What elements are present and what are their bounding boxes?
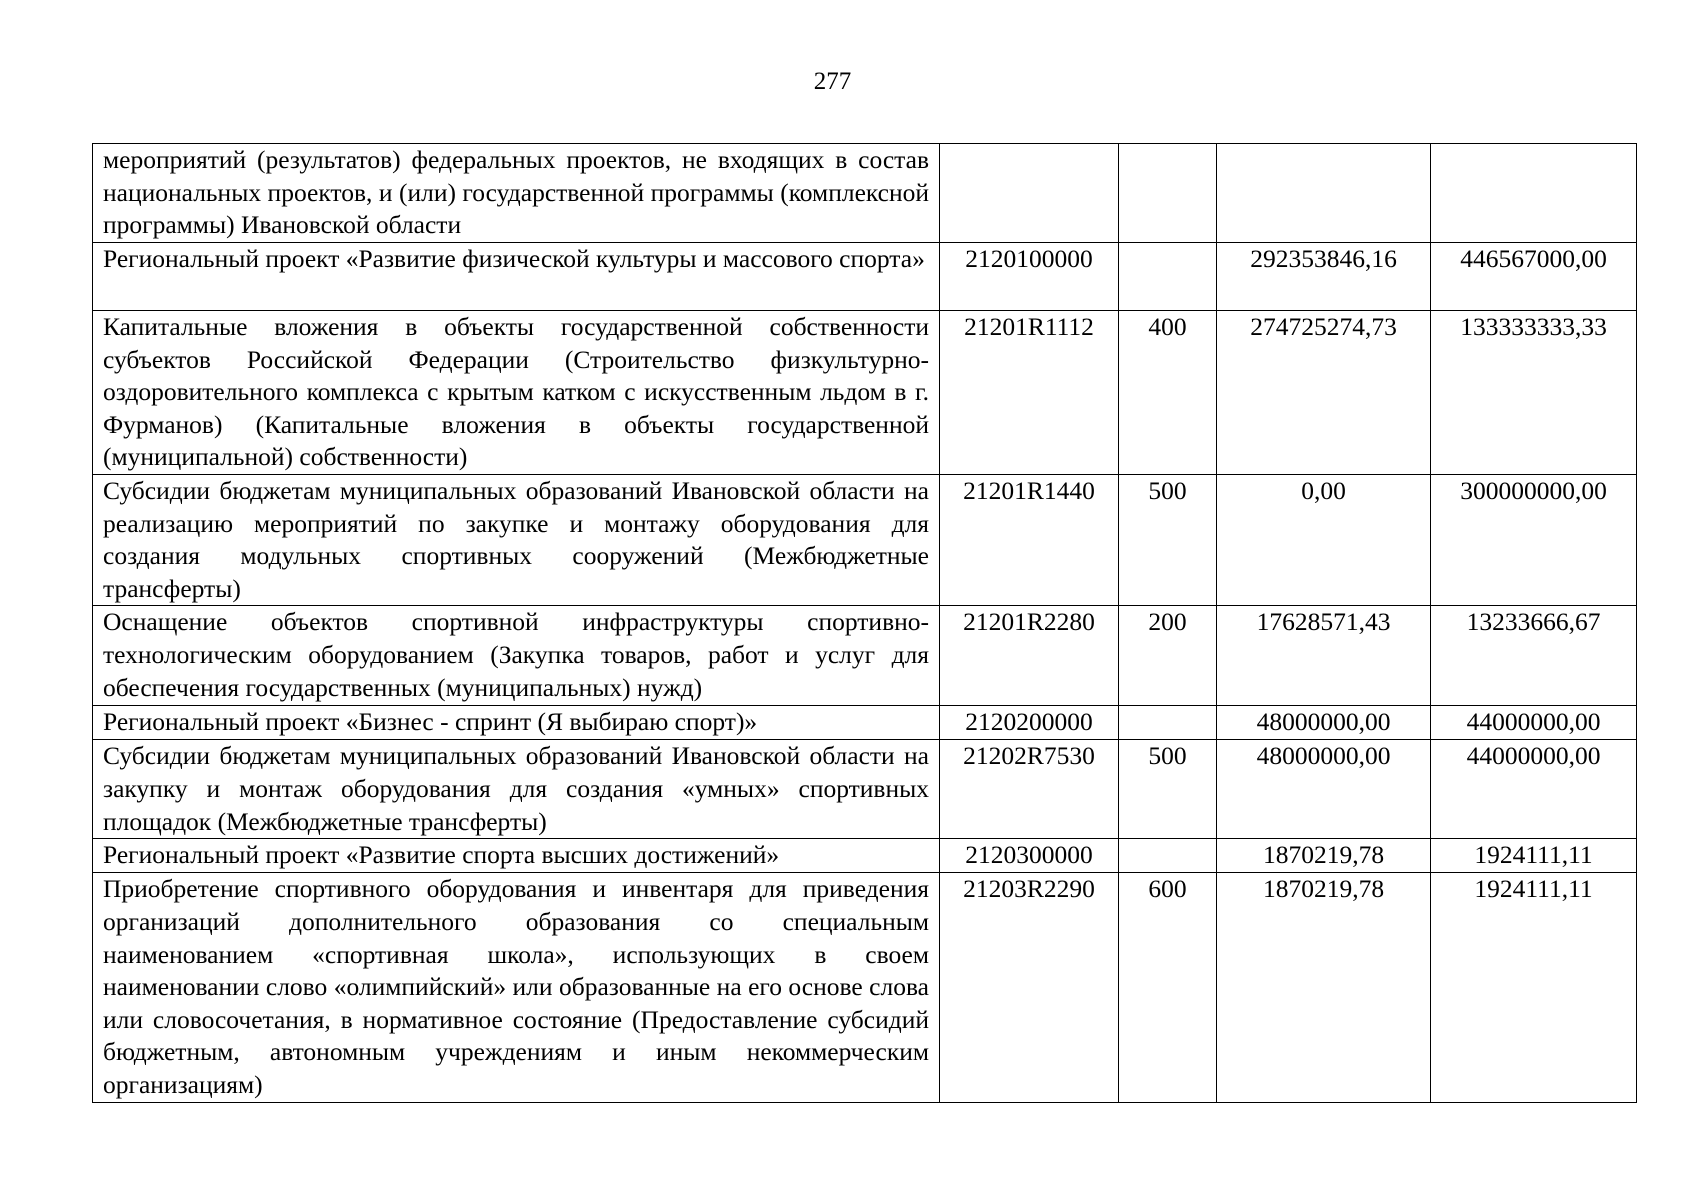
- row-expense-type: 600: [1119, 873, 1217, 1102]
- table-row: [93, 606, 1637, 706]
- row-target-code: 2120200000: [940, 706, 1119, 740]
- row-description: Оснащение объектов спортивной инфраструктуры спортивно-технологическим оборудованием (Закупка товаров, работ и услуг для обеспечения государственных (муниципальных) нужд): [93, 606, 940, 706]
- table-row: [93, 740, 1637, 839]
- table-row: [93, 839, 1637, 873]
- row-target-code: 21201R2280: [940, 606, 1119, 706]
- row-target-code: 21201R1440: [940, 474, 1119, 605]
- row-expense-type: 400: [1119, 311, 1217, 475]
- row-amount-year-2: 44000000,00: [1431, 740, 1637, 839]
- table-row: [93, 311, 1637, 475]
- table-row: [93, 144, 1637, 243]
- table-row: [93, 706, 1637, 740]
- row-expense-type: 500: [1119, 474, 1217, 605]
- row-amount-year-1: 292353846,16: [1217, 243, 1431, 311]
- row-amount-year-2: 300000000,00: [1431, 474, 1637, 605]
- row-expense-type: [1119, 243, 1217, 311]
- row-target-code: 2120100000: [940, 243, 1119, 311]
- row-amount-year-1: 17628571,43: [1217, 606, 1431, 706]
- row-amount-year-1: 274725274,73: [1217, 311, 1431, 475]
- row-target-code: 21201R1112: [940, 311, 1119, 475]
- row-amount-year-1: 1870219,78: [1217, 873, 1431, 1102]
- row-amount-year-2: 44000000,00: [1431, 706, 1637, 740]
- row-target-code: [940, 144, 1119, 243]
- row-description: Капитальные вложения в объекты государственной собственности субъектов Российской Федерации (Строительство физкультурно-оздоровительного комплекса с крытым катком с искусственным льдом в г. Фурманов) (Капитальные вложения в объекты государственной (муниципальной) собственности): [93, 311, 940, 475]
- row-description: Приобретение спортивного оборудования и инвентаря для приведения организаций дополнительного образования со специальным наименованием «спортивная школа», использующих в своем наименовании слово «олимпийский» или образованные на его основе слова или словосочетания, в нормативное состояние (Предоставление субсидий бюджетным, автономным учреждениям и иным некоммерческим организациям): [93, 873, 940, 1102]
- row-expense-type: 500: [1119, 740, 1217, 839]
- row-description: Региональный проект «Развитие спорта высших достижений»: [93, 839, 940, 873]
- row-amount-year-2: 133333333,33: [1431, 311, 1637, 475]
- row-amount-year-2: 1924111,11: [1431, 873, 1637, 1102]
- row-expense-type: [1119, 706, 1217, 740]
- row-expense-type: [1119, 839, 1217, 873]
- row-description: Субсидии бюджетам муниципальных образований Ивановской области на реализацию мероприятий по закупке и монтажу оборудования для создания модульных спортивных сооружений (Межбюджетные трансферты): [93, 474, 940, 605]
- budget-table: [92, 143, 1637, 1103]
- row-amount-year-1: 48000000,00: [1217, 706, 1431, 740]
- table-row: [93, 243, 1637, 311]
- row-target-code: 21203R2290: [940, 873, 1119, 1102]
- row-target-code: 21202R7530: [940, 740, 1119, 839]
- page-number: 277: [813, 68, 852, 95]
- row-amount-year-2: 1924111,11: [1431, 839, 1637, 873]
- row-description: Региональный проект «Бизнес - спринт (Я выбираю спорт)»: [93, 706, 940, 740]
- row-amount-year-1: 0,00: [1217, 474, 1431, 605]
- row-amount-year-1: 1870219,78: [1217, 839, 1431, 873]
- table-row: [93, 474, 1637, 605]
- row-amount-year-1: 48000000,00: [1217, 740, 1431, 839]
- row-description: Субсидии бюджетам муниципальных образований Ивановской области на закупку и монтаж оборудования для создания «умных» спортивных площадок (Межбюджетные трансферты): [93, 740, 940, 839]
- row-expense-type: [1119, 144, 1217, 243]
- row-target-code: 2120300000: [940, 839, 1119, 873]
- row-description: Региональный проект «Развитие физической культуры и массового спорта»: [93, 243, 940, 311]
- row-amount-year-1: [1217, 144, 1431, 243]
- row-description: мероприятий (результатов) федеральных проектов, не входящих в состав национальных проектов, и (или) государственной программы (комплексной программы) Ивановской области: [93, 144, 940, 243]
- row-amount-year-2: [1431, 144, 1637, 243]
- row-expense-type: 200: [1119, 606, 1217, 706]
- row-amount-year-2: 446567000,00: [1431, 243, 1637, 311]
- table-row: [93, 873, 1637, 1102]
- row-amount-year-2: 13233666,67: [1431, 606, 1637, 706]
